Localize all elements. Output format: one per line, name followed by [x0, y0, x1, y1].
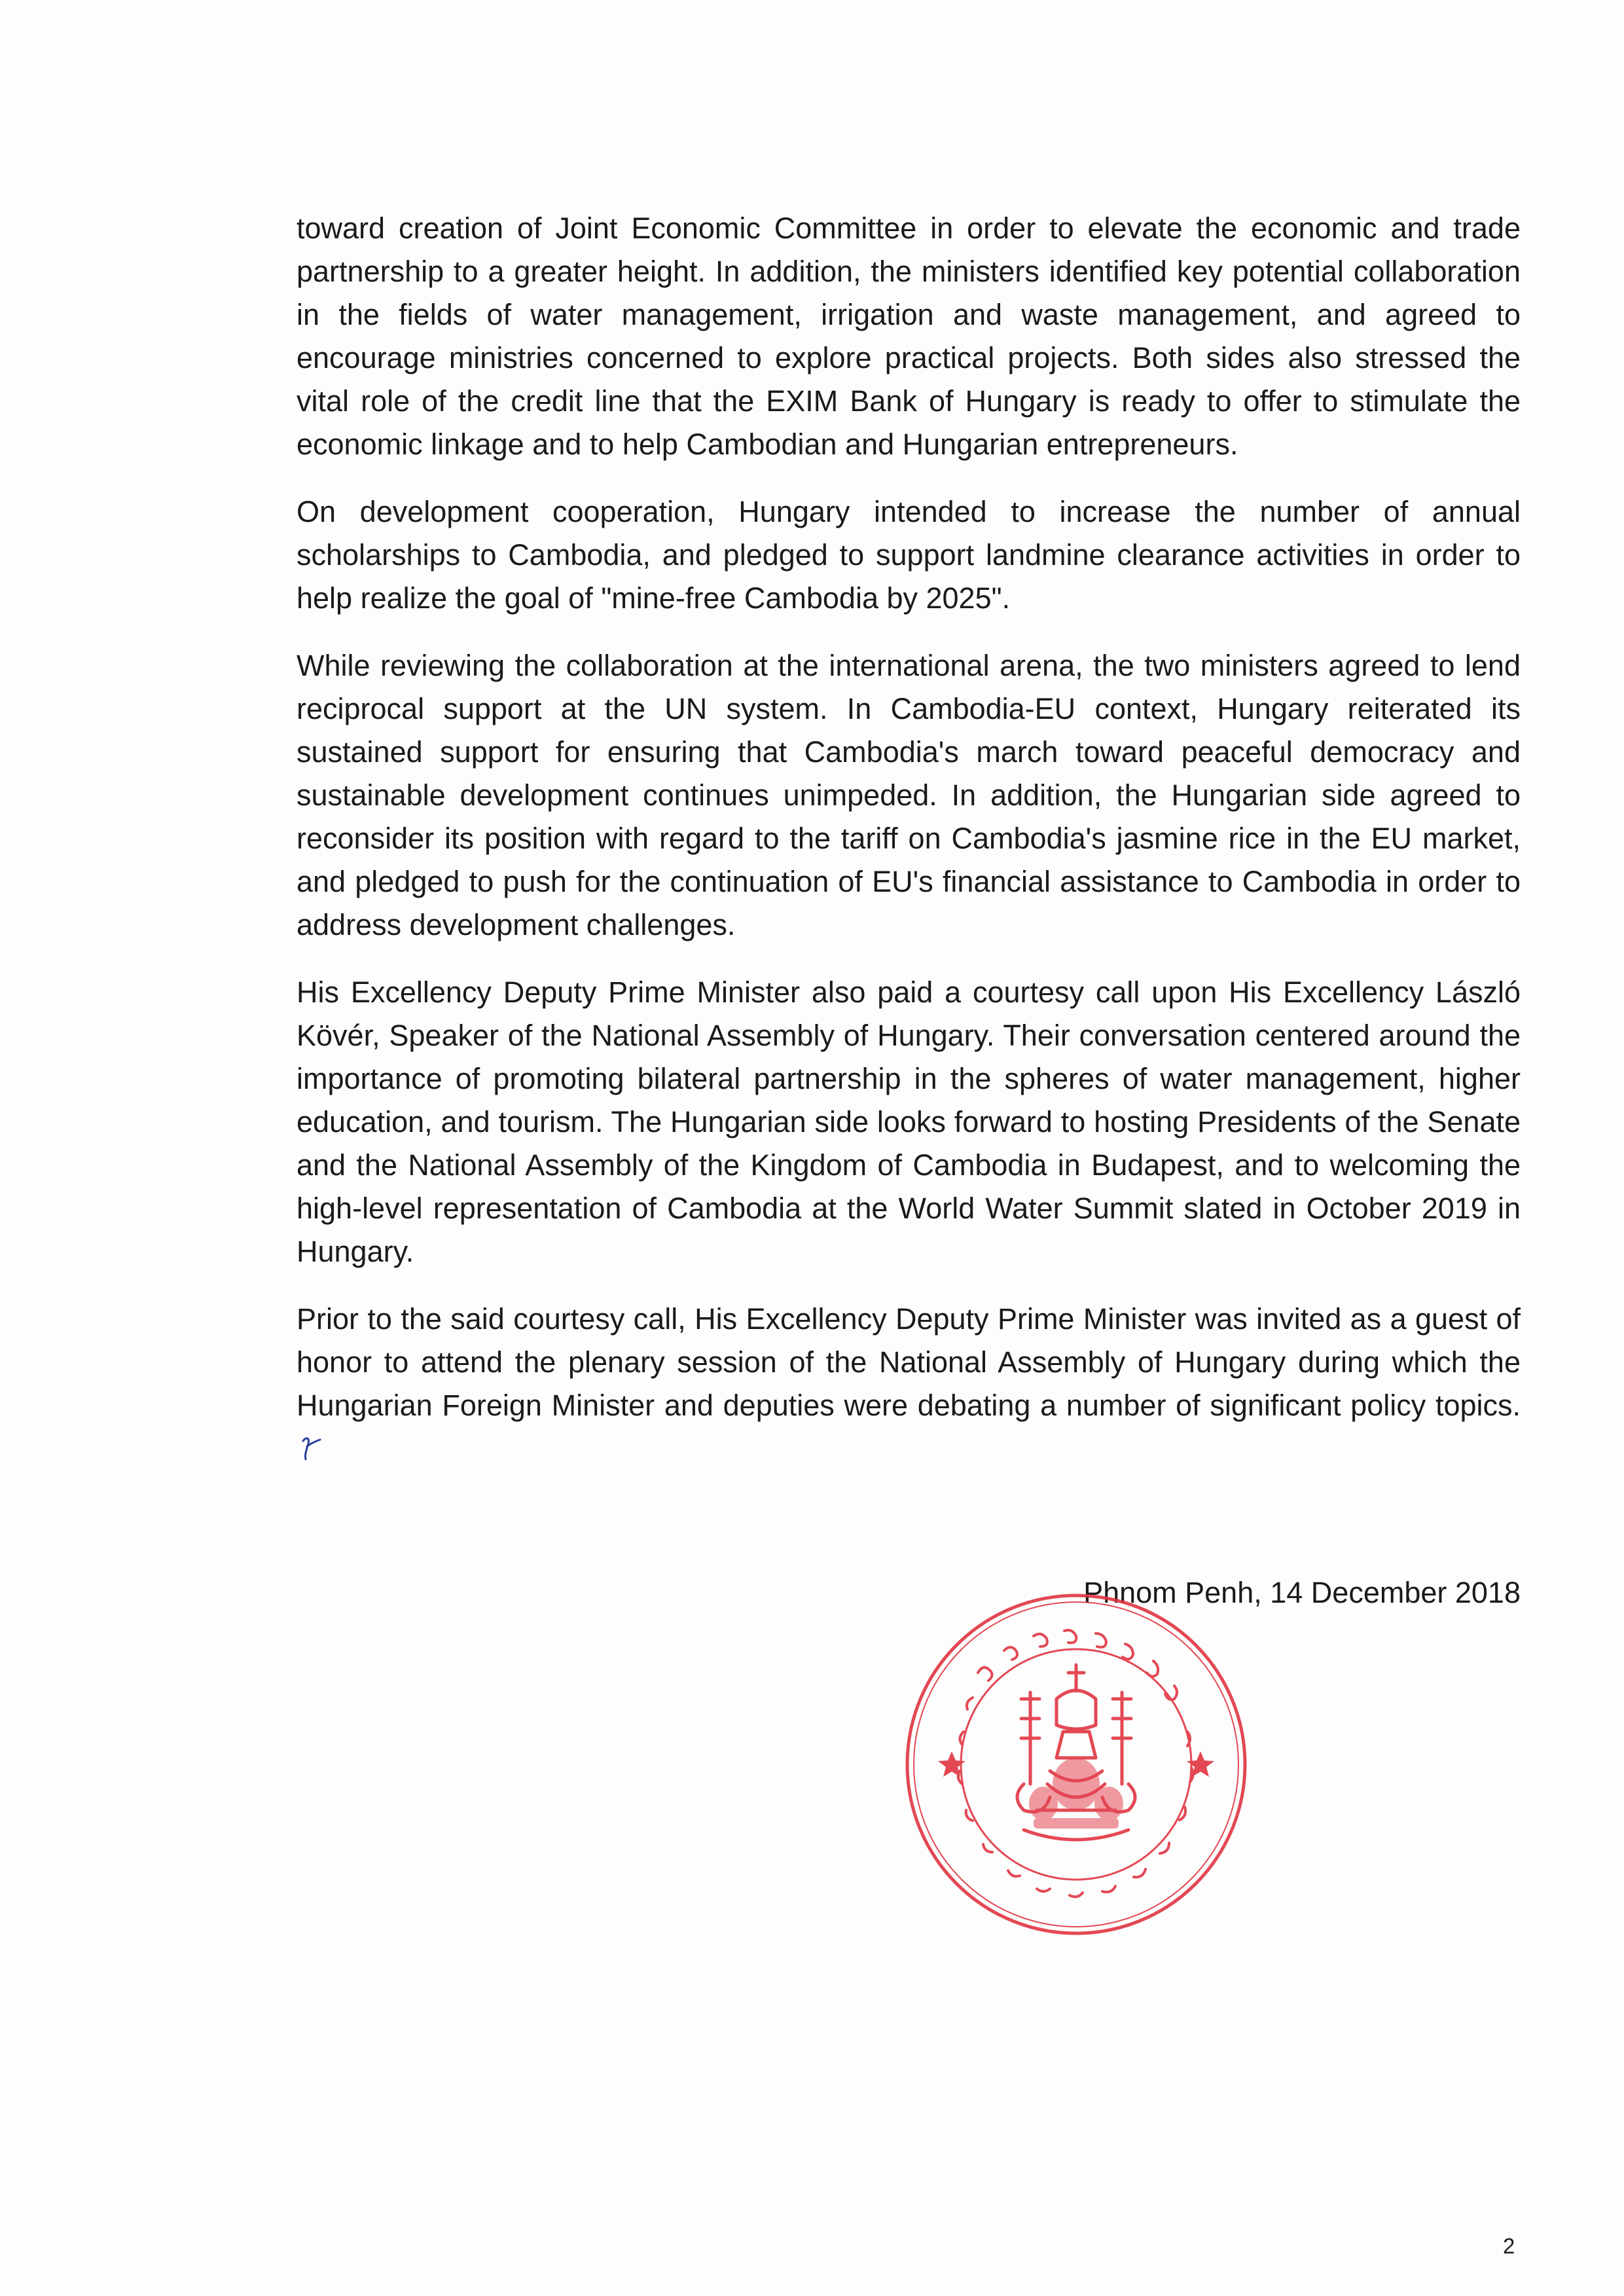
paragraph-courtesy-call: His Excellency Deputy Prime Minister also paid a courtesy call upon His Excellency László Kövér, Speaker of the National Assembly of Hungary. Their conversation centered around the importance of promoting bilateral partnership in the spheres of water management, higher education, and tourism. The Hungarian side looks forward to hosting Presidents of the Senate and the National Assembly of the Kingdom of Cambodia in Budapest, and to welcoming the high-level representation of Cambodia at the World Water Summit slated in October 2019 in Hungary.: [297, 975, 1521, 1268]
official-seal-icon: [899, 1588, 1253, 1941]
paragraph-plenary-session: [297, 1298, 1521, 1472]
paragraph-economic-partnership: toward creation of Joint Economic Committee in order to elevate the economic and trade partnership to a greater height. In addition, the ministers identified key potential collaboration in the fields of water management, irrigation and waste management, and agreed to encourage ministries concerned to explore practical projects. Both sides also stressed the vital role of the credit line that the EXIM Bank of Hungary is ready to offer to stimulate the economic linkage and to help Cambodian and Hungarian entrepreneurs.: [297, 211, 1521, 461]
handwritten-initial-icon: [299, 1429, 321, 1472]
paragraph-plenary-session-text: Prior to the said courtesy call, His Excellency Deputy Prime Minister was invited as a guest of honor to attend the plenary session of the National Assembly of Hungary during which the Hungarian Foreign Minister and deputies were debating a number of significant policy topics.: [297, 1302, 1521, 1422]
paragraph-development-cooperation: On development cooperation, Hungary intended to increase the number of annual scholarships to Cambodia, and pledged to support landmine clearance activities in order to help realize the goal of "mine-free Cambodia by 2025".: [297, 495, 1521, 615]
place-and-date: Phnom Penh, 14 December 2018: [1083, 1576, 1521, 1609]
paragraph-international-collaboration: While reviewing the collaboration at the international arena, the two ministers agreed to lend reciprocal support at the UN system. In Cambodia-EU context, Hungary reiterated its sustained support for ensuring that Cambodia's march toward peaceful democracy and sustainable development continues unimpeded. In addition, the Hungarian side agreed to reconsider its position with regard to the tariff on Cambodia's jasmine rice in the EU market, and pledged to push for the continuation of EU's financial assistance to Cambodia in order to address development challenges.: [297, 649, 1521, 941]
page-number: 2: [1503, 2234, 1515, 2258]
document-body: [297, 207, 1521, 1497]
